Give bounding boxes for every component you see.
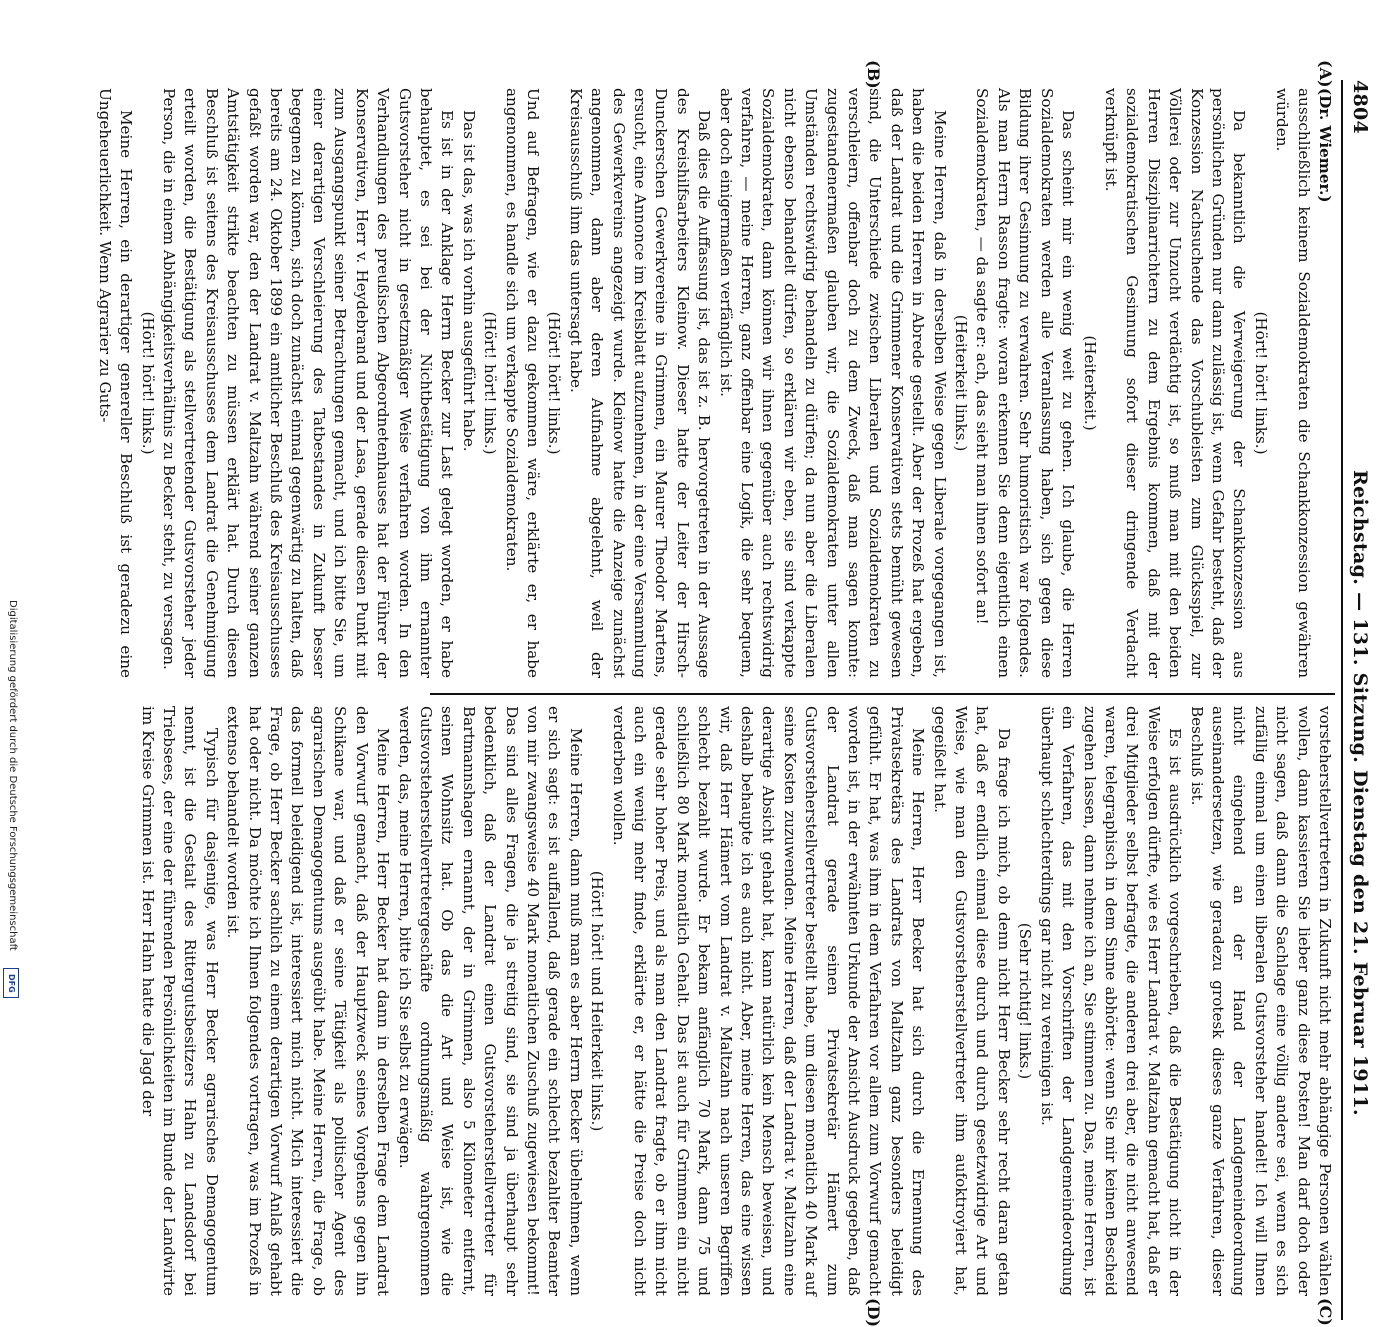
paragraph: Das scheint mir ein wenig weit zu gehen. Ich glaube, die Herren Sozialdemokraten werden alle Veranlassung haben, sich gegen diese Bildung ihrer Gesinnung zu verwahren. Sehr humoristisch war folgendes. Als man Herrn Rasson fragte: woran erkennen Sie denn eigentlich einen Sozialdemokraten, — da sagte er: ach, das sieht man ihnen sofort an! — [973, 88, 1078, 678]
paragraph: Es ist ausdrücklich vorgeschrieben, daß die Bestätigung nicht in der Weise erfolgen dürfte, wie es Herr Landrat v. Maltzahn gemacht hat, daß er drei Mitglieder selbst befragte, die anderen drei aber, die nicht anwesend waren, telegraphisch in dem Sinne abhörte: wenn Sie mir keinen Bescheid zugehen lassen, dann nehme ich an, Sie stimmen zu. Das, meine Herren, ist ein Verfahren, das mit den Vorschriften der Landgemeindeordnung überhaupt schlechterdings gar nicht zu vereinigen ist. — [1037, 706, 1185, 1296]
page-header — [1345, 80, 1371, 1320]
paragraph: Meine Herren, dann muß man es aber Herrn Becker übelnehmen, wenn er sich sagt: es ist auffallend, daß gerade ein schlecht bezahlter Beamter von mir zwangsweise 40 Mark monatlichen Zuschuß zugewiesen bekommt! Das sind alles Fragen, die ja streitig sind, sie sind ja überhaupt sehr bedenklich, daß der Landrat einen Gutsvorsteherstellvertreter für Bartmannshagen ernannt, der in Grimmen, also 5 Kilometer entfernt, seinen Wohnsitz hat. Ob das die Art und Weise ist, wie die Gutsvorsteherstellvertretergeschäfte ordnungsmäßig wahrgenommen werden, das, meine Herren, bitte ich Sie selbst zu erwägen. — [395, 706, 585, 1296]
margin-marker-a: (A) — [1316, 60, 1335, 88]
paragraph: Meine Herren, ein derartiger genereller Beschluß ist geradezu eine Ungeheuerlichkeit. Wenn Agrarier zu Guts- — [95, 88, 136, 678]
paragraph: Meine Herren, daß in derselben Weise gegen Liberale vorgegangen ist, haben die beiden Herren in Abrede gestellt. Aber der Prozeß hat ergeben, daß der Landrat und die Grimmener Konservativen stets bemüht gewesen sind, die Unterschiede zwischen Liberalen und Sozialdemokraten zu verschleiern, offenbar doch zu dem Zweck, daß man sagen konnte: zugestandenermaßen glauben wir, die Sozialdemokraten unter allen Umständen rechtswidrig behandeln zu dürfen; da nun aber die Liberalen nicht ebenso behandelt dürfen, so erklären wir eben, sie sind verkappte Sozialdemokraten, dann können wir ihnen gegenüber auch rechtswidrig verfahren, — meine Herren, ganz offenbar eine Logik, die sehr bequem, aber doch einigermaßen verfänglich ist. — [716, 88, 949, 678]
header-rule — [1341, 80, 1343, 1320]
margin-marker-d: (D) — [864, 1298, 883, 1327]
paragraph: Da frage ich mich, ob denn nicht Herr Becker sehr recht daran getan hat, daß er endlich einmal diese durch und durch gesetzwidrige Art und Weise, wie man den Gutsvorsteherstellvertreter ihm aufoktroyiert hat, gegeißelt hat. — [930, 706, 1013, 1296]
interjection: (Hört! hört! links.) — [481, 311, 500, 455]
paragraph: Meine Herren, Herr Becker hat sich durch die Ernennung des Privatsekretärs des Landrats von Maltzahn ganz besonders beleidigt gefühlt. Er hat, was ihm in dem Verfahren vor allem zum Vorwurf gemacht worden ist, in der erwähnten Urkunde der Ansicht Ausdruck gegeben, daß der Landrat gerade seinen Privatsekretär Hämert zum Gutsvorsteherstellvertreter bestellt habe, um diesen monatlich 40 Mark auf seine Kosten zuzuwenden. Meine Herren, daß der Landrat v. Maltzahn eine derartige Absicht gehabt hat, kann natürlich kein Mensch beweisen, und deshalb behaupte ich es auch nicht. Aber, meine Herren, das eine wissen wir, daß Herr Hämert vom Landrat v. Maltzahn nach unseren Begriffen schlecht bezahlt wurde. Er bekam anfänglich 70 Mark, dann 75 und schließlich 80 Mark monatlich Gehalt. Das ist auch für Grimmen ein nicht gerade sehr hoher Preis, und als man den Landrat fragte, ob er ihm nicht auch ein wenig mehr finde, erklärte er, er hätte die Preise doch nicht verderben wollen. — [609, 706, 928, 1296]
page-title: Reichstag. — 131. Sitzung. Dienstag den 21. Februar 1911. — [1349, 470, 1371, 1116]
paragraph: Meine Herren, Herr Becker hat dann in derselben Frage dem Landrat den Vorwurf gemacht, daß der Hauptzweck seines Vorgehens gegen ihn Schikane war, und daß er seine Tätigkeit als politischer Agent des agrarischen Demagogentums ausgeübt habe. Meine Herren, die Frage, ob das formell beleidigend ist, interessiert mich nicht. Mich interessiert die Frage, ob Herr Becker sachlich zu einem derartigen Vorwurf Anlaß gehabt hat oder nicht. Da möchte ich Ihnen folgendes vortragen, was im Prozeß in extenso behandelt worden ist. — [224, 706, 393, 1296]
paragraph: Das ist das, was ich vorhin ausgeführt habe. — [459, 110, 478, 452]
paragraph: Da bekanntlich die Verweigerung der Schankkonzession aus persönlichen Gründen nur dann zulässig ist, wenn Gefahr besteht, daß der Konzession Nachsuchende das Vorschubleisten zum Glücksspiel, zur Völlerei oder zur Unzucht verdächtig ist, so muß man mit den beiden Herren Disziplinarrichtern zu dem Ergebnis kommen, daß mit der sozialdemokratischen Gesinnung sofort dieser dringende Verdacht verknüpft ist. — [1101, 88, 1249, 678]
interjection: (Heiterkeit links.) — [952, 314, 971, 452]
interjection: (Hört! hört! links.) — [545, 311, 564, 455]
paragraph: Und auf Befragen, wie er dazu gekommen wäre, erklärte er, er habe angenommen, es handle sich um verkappte Sozialdemokraten. — [502, 88, 542, 678]
paragraph: Es ist in der Anklage Herrn Becker zur Last gelegt worden, er habe behauptet, es sei bei der Nichtbestätigung von ihm ernannter Gutsvorsteher nicht in gesetzmäßiger Weise verfahren worden. In den Verhandlungen des preußischen Abgeordnetenhauses hat der Führer der Konservativen, Herr v. Heydebrand und der Lasa, gerade diesen Punkt mit zum Ausgangspunkt seiner Betrachtungen gemacht, und ich bitte Sie, um einer derartigen Verschleierung des Tatbestandes in Zukunft besser begegnen zu können, sich doch zunächst einmal gegenwärtig zu halten, daß bereits am 24. Oktober 1899 ein amtlicher Beschluß des Kreisausschusses gefaßt worden war, den der Landrat v. Maltzahn während seiner ganzen Amtstätigkeit strikte beachten zu müssen erklärt hat. Durch diesen Beschluß ist seitens des Kreisausschusses dem Landrat die Genehmigung erteilt worden, die Bestätigung als stellvertretender Gutsvorsteher jeder Person, die in einem Abhängigkeitsverhältnis zu Becker steht, zu versagen. — [160, 88, 457, 678]
margin-marker-c: (C) — [1316, 1298, 1335, 1326]
paragraph: Typisch für dasjenige, was Herr Becker agrarisches Demagogentum nennt, ist die Gestalt des Rittergutsbesitzers Hahn zu Landsdorf bei Triebsees, der eine der führenden Persönlichkeiten im Bunde der Landwirte im Kreise Grimmen ist. Herr Hahn hatte die Jagd der — [138, 706, 221, 1296]
digitization-note — [2, 0, 20, 1000]
dfg-logo: DFG — [3, 968, 19, 998]
paragraph: vorsteherstellvertretern in Zukunft nicht mehr abhängige Personen wählen wollen, dann kassieren Sie lieber ganz diese Posten! Man darf doch oder nicht sagen, daß dann die Sachlage eine völlig andere sei, wenn es sich zufällig einmal um einen liberalen Gutsvorsteher handelt! Ich will Ihnen nicht eingehend an der Hand der Landgemeindeordnung auseinandersetzen, wie geradezu grotesk dieses ganze Verfahren, dieser Beschluß ist. — [1187, 706, 1334, 1296]
left-column — [95, 88, 1335, 678]
speaker-name: (Dr. Wiemer.) — [1316, 88, 1334, 203]
margin-marker-b: (B) — [864, 60, 883, 89]
interjection: (Hört! hört! links.) — [138, 311, 157, 455]
paragraph: Daß dies die Auffassung ist, das ist z. B. hervorgetreten in der Aussage des Kreishilfsarbeiters Kleinow. Dieser hatte der Leiter der Hirsch-Dunckerschen Gewerkvereine in Grimmen, ein Maurer Theodor Martens, ersucht, eine Annonce im Kreisblatt aufzunehmen, in der eine Versammlung des Gewerkvereins angezeigt wurde. Kleinow hatte die Anzeige zunächst angenommen, dann aber deren Aufnahme abgelehnt, weil der Kreisausschuß ihm das untersagt habe. — [566, 88, 714, 678]
column-divider — [430, 693, 1335, 695]
interjection: (Hört! hört! und Heiterkeit links.) — [588, 870, 607, 1132]
page-number: 4804 — [1349, 80, 1371, 135]
interjection: (Sehr richtig! links.) — [1016, 922, 1035, 1080]
paragraph: ausschließlich keinem Sozialdemokraten die Schankkonzession gewähren würden. — [1273, 88, 1313, 678]
interjection: (Hört! hört! links.) — [1251, 311, 1270, 455]
interjection: (Heiterkeit.) — [1080, 335, 1099, 431]
digitization-note-text: Digitalisierung gefördert durch die Deutsche Forschungsgemeinschaft — [7, 600, 18, 951]
right-column — [138, 706, 1335, 1296]
